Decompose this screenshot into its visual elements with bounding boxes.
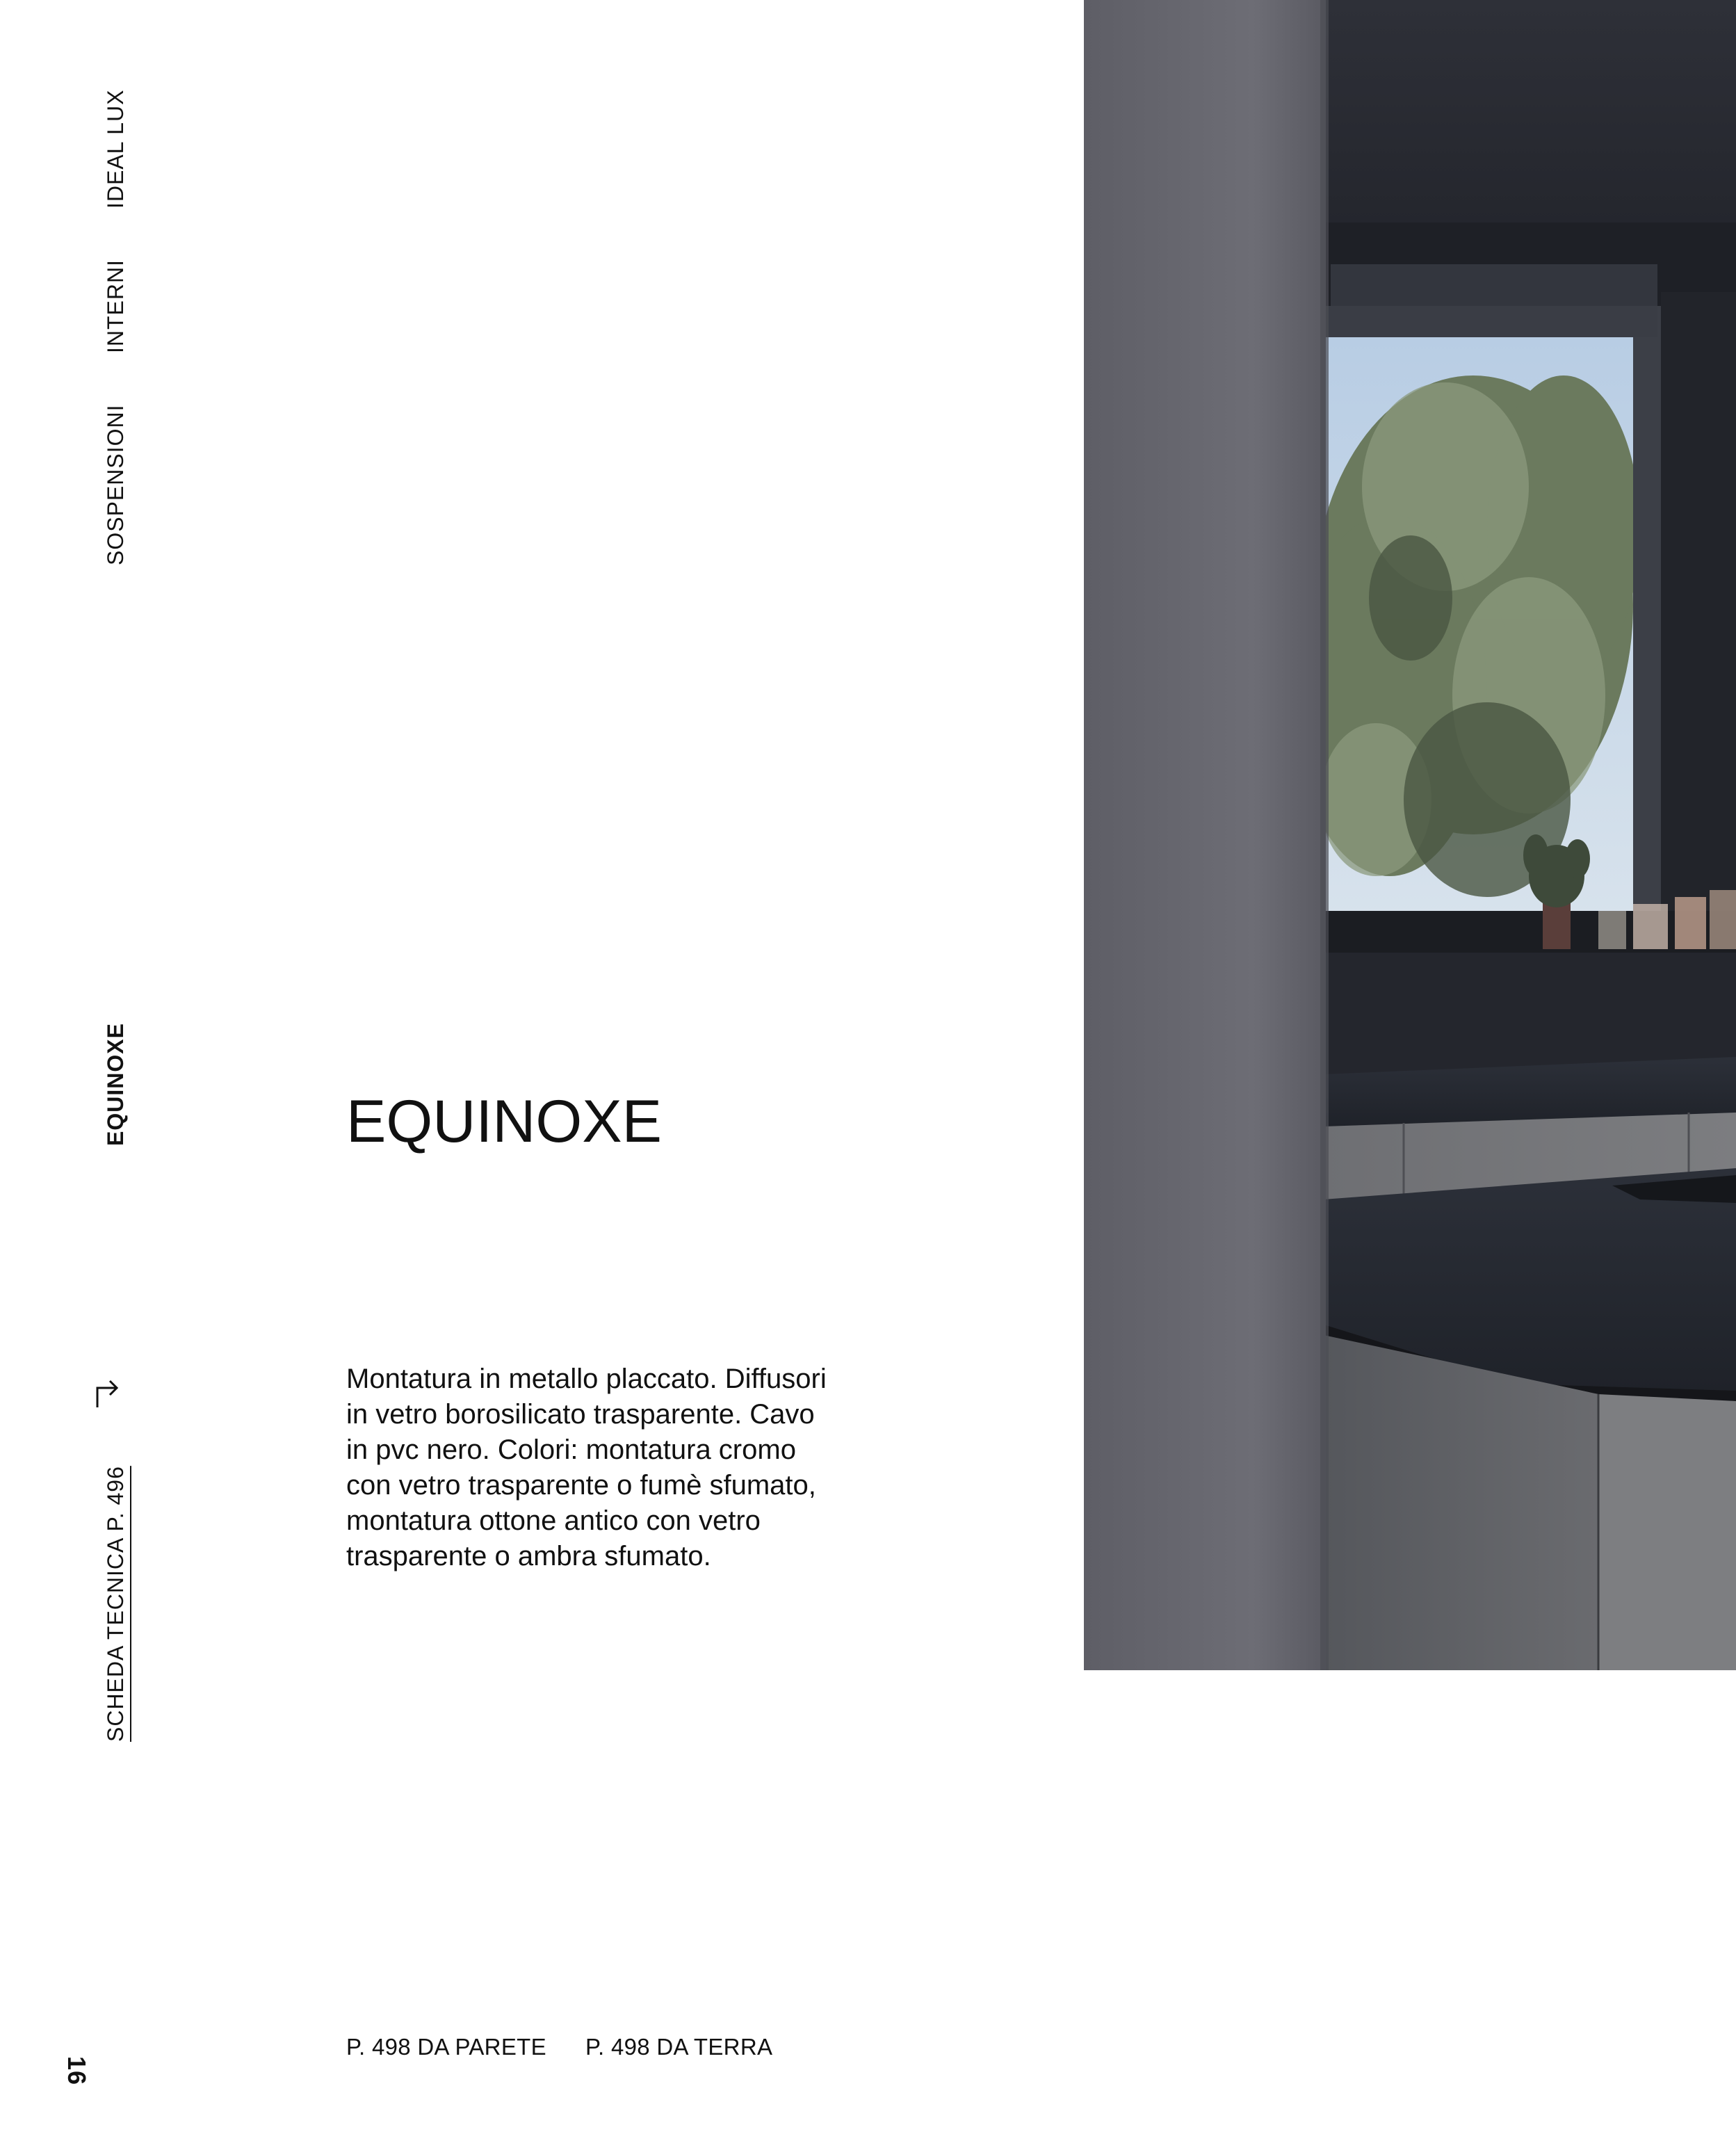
breadcrumb-category[interactable]: INTERNI [103,259,128,353]
datasheet-link[interactable]: SCHEDA TECNICA P. 496 [103,1466,128,1742]
footer-link-floor[interactable]: P. 498 DA TERRA [585,2034,773,2060]
page-number: 16 [63,2056,91,2086]
footer-link-wall[interactable]: P. 498 DA PARETE [346,2034,546,2060]
product-description: Montatura in metallo placcato. Diffusori in vetro borosilicato trasparente. Cavo in pvc nero. Colori: montatura cromo con vetro trasparente o fumè sfumato, montatura ottone antico con vetro trasparente o ambra sfumato. [346,1364,827,1571]
product-title: EQUINOXE [346,1088,662,1155]
arrow-turn-right-icon [90,1377,124,1410]
interior-photo [1084,0,1736,1670]
sidebar-product-name: EQUINOXE [103,1023,128,1146]
breadcrumb-subcategory[interactable]: SOSPENSIONI [103,404,128,565]
breadcrumb-brand[interactable]: IDEAL LUX [103,89,128,209]
